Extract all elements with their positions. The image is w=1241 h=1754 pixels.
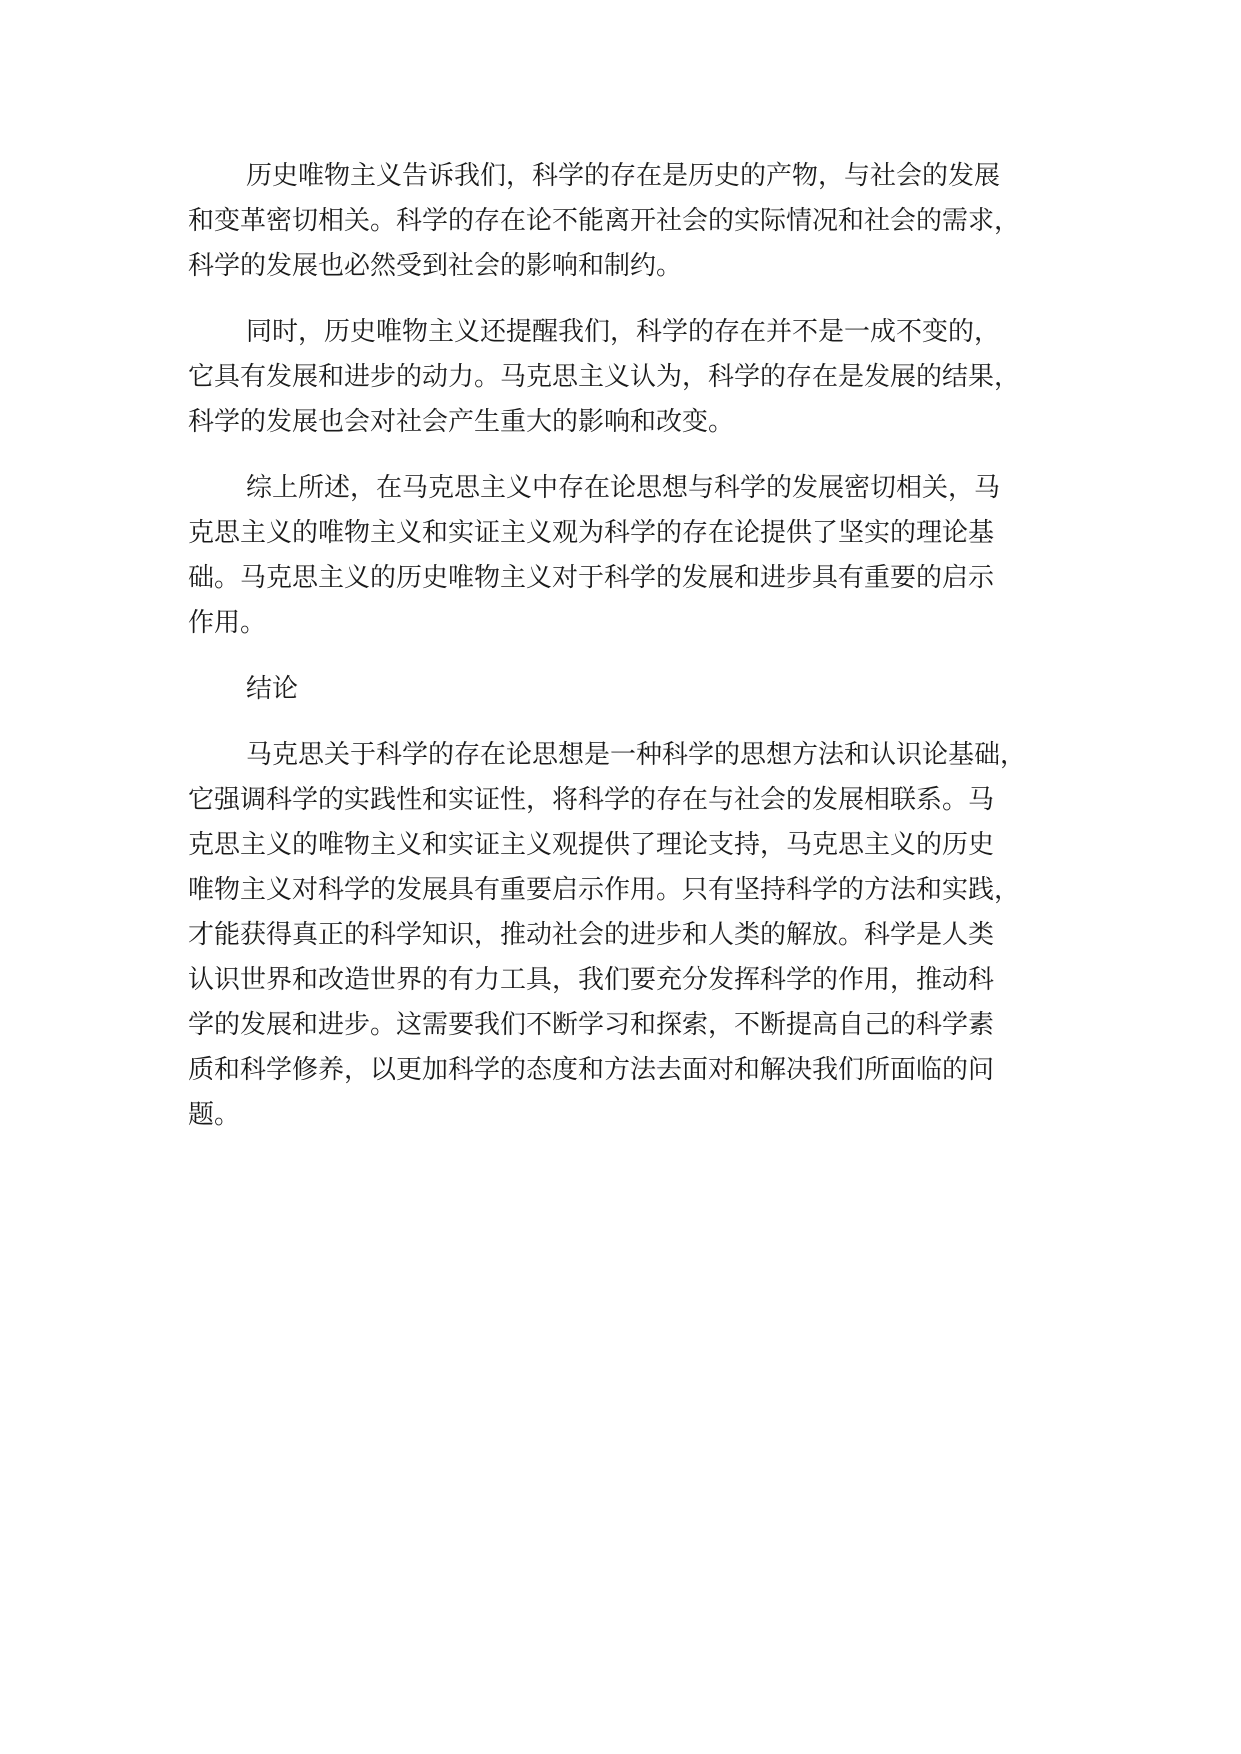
- text-line: 和变革密切相关。科学的存在论不能离开社会的实际情况和社会的需求，: [188, 206, 1021, 236]
- text-line: 作用。: [188, 608, 267, 638]
- text-line: 科学的发展也会对社会产生重大的影响和改变。: [188, 407, 735, 437]
- text-line: 克思主义的唯物主义和实证主义观提供了理论支持，马克思主义的历史: [188, 830, 995, 860]
- text-line: 它强调科学的实践性和实证性，将科学的存在与社会的发展相联系。马: [188, 785, 995, 815]
- document-body: [188, 154, 1088, 1159]
- text-line: 历史唯物主义告诉我们，科学的存在是历史的产物，与社会的发展: [246, 161, 1001, 191]
- text-line: 综上所述，在马克思主义中存在论思想与科学的发展密切相关，马: [246, 473, 1001, 503]
- text-line: 学的发展和进步。这需要我们不断学习和探索，不断提高自己的科学素: [188, 1010, 995, 1040]
- text-line: 题。: [188, 1100, 241, 1130]
- text-line: 科学的发展也必然受到社会的影响和制约。: [188, 251, 683, 281]
- paragraph-summary: [188, 466, 1088, 646]
- text-line: 同时，历史唯物主义还提醒我们，科学的存在并不是一成不变的，: [246, 317, 1001, 347]
- text-line: 克思主义的唯物主义和实证主义观为科学的存在论提供了坚实的理论基: [188, 518, 995, 548]
- heading-text: 结论: [246, 674, 299, 704]
- text-line: 唯物主义对科学的发展具有重要启示作用。只有坚持科学的方法和实践，: [188, 875, 1021, 905]
- paragraph-development-dynamics: [188, 310, 1088, 445]
- text-line: 质和科学修养，以更加科学的态度和方法去面对和解决我们所面临的问: [188, 1055, 995, 1085]
- text-line: 才能获得真正的科学知识，推动社会的进步和人类的解放。科学是人类: [188, 920, 995, 950]
- paragraph-historical-materialism: [188, 154, 1088, 289]
- text-line: 础。马克思主义的历史唯物主义对于科学的发展和进步具有重要的启示: [188, 563, 995, 593]
- paragraph-conclusion: [188, 733, 1088, 1138]
- text-line: 它具有发展和进步的动力。马克思主义认为，科学的存在是发展的结果，: [188, 362, 1021, 392]
- text-line: 认识世界和改造世界的有力工具，我们要充分发挥科学的作用，推动科: [188, 965, 995, 995]
- text-line: 马克思关于科学的存在论思想是一种科学的思想方法和认识论基础，: [246, 740, 1027, 770]
- section-heading-conclusion: [188, 667, 1088, 712]
